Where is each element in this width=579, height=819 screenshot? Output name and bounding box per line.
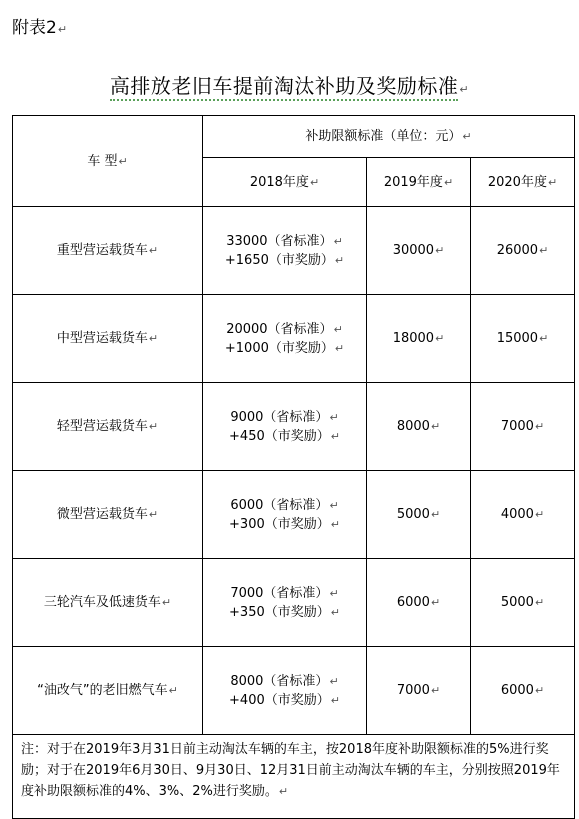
table-row [13, 295, 575, 383]
subsidy-2018-cell: 33000（省标准）↵ +1650（市奖励）↵ [203, 207, 367, 295]
table-row [13, 559, 575, 647]
year-2020-header: 2020年度↵ [471, 158, 575, 207]
vehicle-type-cell: 三轮汽车及低速货车↵ [13, 559, 203, 647]
table-note: 注：对于在2019年3月31日前主动淘汰车辆的车主，按2018年度补助限额标准的5%进行奖励；对于在2019年6月30日、9月30日、12月31日前主动淘汰车辆的车主，分别按照2019年度补助限额标准的4%、3%、2%进行奖励。↵ [13, 735, 575, 819]
subsidy-2019-cell: 18000↵ [367, 295, 471, 383]
page-title: 高排放老旧车提前淘汰补助及奖励标准↵ [0, 70, 579, 99]
vehicle-type-cell: “油改气”的老旧燃气车↵ [13, 647, 203, 735]
paragraph-mark-icon: ↵ [459, 83, 470, 96]
subsidy-2019-cell: 5000↵ [367, 471, 471, 559]
subsidy-2020-cell: 26000↵ [471, 207, 575, 295]
vehicle-type-cell: 重型营运载货车↵ [13, 207, 203, 295]
subsidy-2019-cell: 6000↵ [367, 559, 471, 647]
subsidy-2019-cell: 8000↵ [367, 383, 471, 471]
subsidy-2018-cell: 6000（省标准）↵ +300（市奖励）↵ [203, 471, 367, 559]
subsidy-table [12, 115, 575, 819]
table-row [13, 471, 575, 559]
subsidy-2020-cell: 4000↵ [471, 471, 575, 559]
vehicle-type-cell: 微型营运载货车↵ [13, 471, 203, 559]
subsidy-2018-cell: 20000（省标准）↵ +1000（市奖励）↵ [203, 295, 367, 383]
subsidy-2019-cell: 7000↵ [367, 647, 471, 735]
subsidy-2018-cell: 9000（省标准）↵ +450（市奖励）↵ [203, 383, 367, 471]
subsidy-2020-cell: 7000↵ [471, 383, 575, 471]
table-row [13, 207, 575, 295]
year-2019-header: 2019年度↵ [367, 158, 471, 207]
vehicle-type-cell: 轻型营运载货车↵ [13, 383, 203, 471]
subsidy-2018-cell: 7000（省标准）↵ +350（市奖励）↵ [203, 559, 367, 647]
subsidy-2020-cell: 5000↵ [471, 559, 575, 647]
annex-label: 附表2↵ [12, 18, 68, 38]
year-2018-header: 2018年度↵ [203, 158, 367, 207]
subsidy-2019-cell: 30000↵ [367, 207, 471, 295]
vehicle-type-cell: 中型营运载货车↵ [13, 295, 203, 383]
subsidy-standard-header: 补助限额标准（单位：元）↵ [203, 116, 575, 158]
vehicle-type-header: 车 型↵ [13, 116, 203, 207]
subsidy-2018-cell: 8000（省标准）↵ +400（市奖励）↵ [203, 647, 367, 735]
table-row [13, 383, 575, 471]
subsidy-2020-cell: 6000↵ [471, 647, 575, 735]
paragraph-mark-icon: ↵ [57, 23, 68, 36]
subsidy-2020-cell: 15000↵ [471, 295, 575, 383]
table-row [13, 647, 575, 735]
